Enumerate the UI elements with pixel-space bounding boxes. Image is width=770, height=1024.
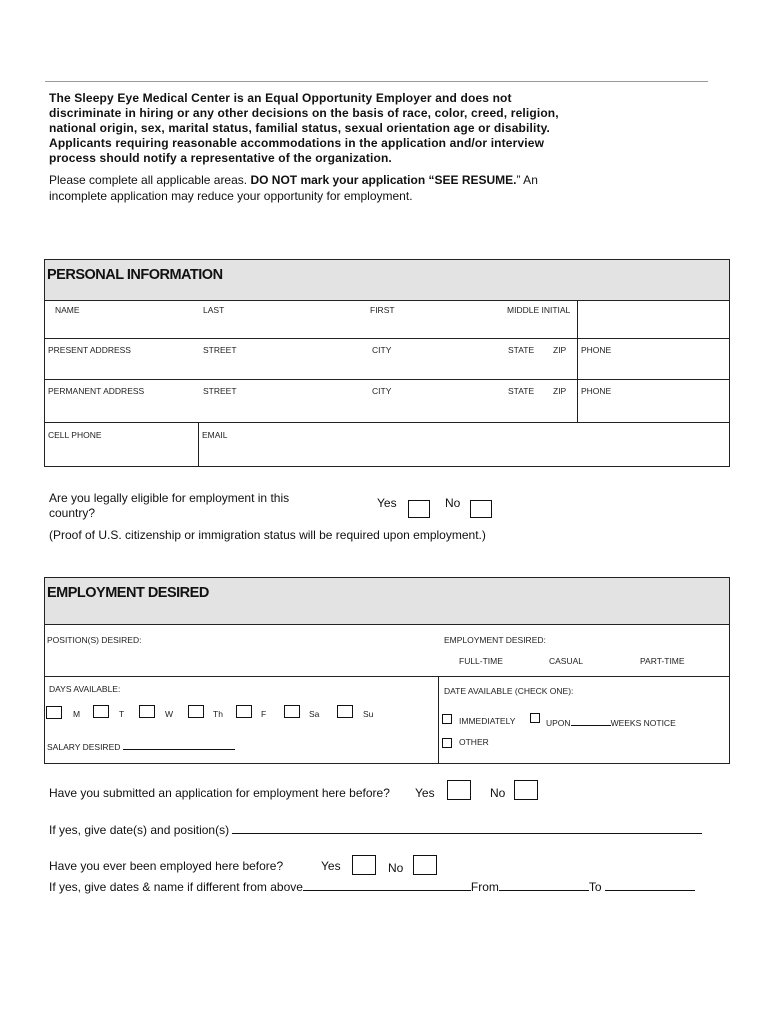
employment-desired-section: [44, 577, 730, 764]
if-yes-names-label: If yes, give dates & name if different from above: [49, 880, 303, 894]
to-line: [605, 879, 695, 891]
upon-label: UPON: [546, 718, 571, 728]
email-label: EMAIL: [202, 430, 228, 440]
from-line: [499, 879, 589, 891]
full-time-option[interactable]: FULL-TIME: [459, 656, 503, 666]
day-label-t: T: [119, 709, 125, 719]
employed-yes-label: Yes: [321, 859, 341, 873]
note-text-2: ” An incomplete application may reduce your opportunity for employment.: [49, 173, 538, 203]
from-label: From: [470, 880, 499, 894]
other-label: OTHER: [459, 737, 489, 747]
zip-label: ZIP: [553, 386, 567, 396]
permanent-address-row[interactable]: [45, 380, 729, 422]
cell-phone-label: CELL PHONE: [48, 430, 102, 440]
eligibility-yes-checkbox[interactable]: [408, 500, 430, 518]
permanent-address-label: PERMANENT ADDRESS: [48, 386, 145, 396]
employed-no-label: No: [388, 861, 404, 875]
divider: [577, 301, 578, 339]
day-checkbox-f[interactable]: [236, 705, 252, 718]
casual-option[interactable]: CASUAL: [549, 656, 584, 666]
if-yes-dates-label: If yes, give date(s) and position(s): [49, 823, 230, 837]
weeks-notice-label: WEEKS NOTICE: [610, 718, 676, 728]
state-label: STATE: [508, 386, 535, 396]
immediately-checkbox[interactable]: [442, 714, 452, 724]
to-label: To: [588, 880, 602, 894]
day-label-su: Su: [363, 709, 374, 719]
day-label-w: W: [165, 709, 174, 719]
employment-desired-label: EMPLOYMENT DESIRED:: [444, 635, 546, 645]
salary-desired-label: SALARY DESIRED: [47, 742, 121, 752]
day-checkbox-w[interactable]: [139, 705, 155, 718]
names-line: [303, 879, 471, 891]
name-label: NAME: [55, 305, 80, 315]
phone-label: PHONE: [581, 345, 612, 355]
upon-checkbox[interactable]: [530, 713, 540, 723]
street-label: STREET: [203, 345, 237, 355]
zip-label: ZIP: [553, 345, 567, 355]
last-label: LAST: [203, 305, 225, 315]
submitted-before-question: Have you submitted an application for employment here before?: [49, 786, 390, 800]
submitted-no-checkbox[interactable]: [514, 780, 538, 800]
state-label: STATE: [508, 345, 535, 355]
divider: [45, 676, 729, 677]
personal-information-section: [44, 259, 730, 467]
city-label: CITY: [372, 345, 392, 355]
divider: [577, 380, 578, 422]
employment-header: [45, 578, 729, 625]
day-label-sa: Sa: [309, 709, 320, 719]
employed-no-checkbox[interactable]: [413, 855, 437, 875]
contact-row[interactable]: [45, 423, 729, 466]
day-label-f: F: [261, 709, 267, 719]
day-checkbox-t[interactable]: [93, 705, 109, 718]
present-address-row[interactable]: [45, 339, 729, 379]
first-label: FIRST: [370, 305, 395, 315]
eeo-statement: The Sleepy Eye Medical Center is an Equal Opportunity Employer and does not discriminate in hiring or any other decisions on the basis of race, color, creed, religion, national origin, sex, marital status, familial status, sexual orientation age or disability. Applicants requiring reasonable accommodations in the application and/or interview process should notify a representative of the organization.: [49, 91, 559, 165]
divider: [438, 676, 439, 763]
upon-weeks-notice[interactable]: [546, 716, 676, 728]
top-rule: [45, 81, 708, 82]
employment-title: EMPLOYMENT DESIRED: [47, 585, 209, 601]
day-label-m: M: [73, 709, 81, 719]
eligibility-no-label: No: [445, 496, 461, 510]
submitted-yes-checkbox[interactable]: [447, 780, 471, 800]
if-yes-dates-field[interactable]: [49, 822, 702, 837]
divider: [577, 339, 578, 379]
immediately-label: IMMEDIATELY: [459, 716, 516, 726]
if-yes-names-field[interactable]: [49, 879, 695, 894]
street-label: STREET: [203, 386, 237, 396]
middle-initial-label: MIDDLE INITIAL: [507, 305, 571, 315]
personal-header: [45, 260, 729, 301]
weeks-line: [571, 716, 611, 726]
city-label: CITY: [372, 386, 392, 396]
present-address-label: PRESENT ADDRESS: [48, 345, 131, 355]
submitted-no-label: No: [490, 786, 506, 800]
other-checkbox[interactable]: [442, 738, 452, 748]
day-checkbox-m[interactable]: [46, 706, 62, 719]
note-text-1: Please complete all applicable areas.: [49, 173, 251, 187]
instructions-note: [49, 173, 549, 204]
eligibility-yes-label: Yes: [377, 496, 397, 510]
employed-before-question: Have you ever been employed here before?: [49, 859, 284, 873]
dates-line: [232, 822, 702, 834]
day-checkbox-th[interactable]: [188, 705, 204, 718]
divider: [198, 423, 199, 466]
note-bold: DO NOT mark your application “SEE RESUME.: [250, 173, 517, 187]
part-time-option[interactable]: PART-TIME: [640, 656, 685, 666]
personal-title: PERSONAL INFORMATION: [47, 267, 223, 283]
day-checkbox-su[interactable]: [337, 705, 353, 718]
days-available-label: DAYS AVAILABLE:: [49, 684, 121, 694]
salary-line: [123, 738, 235, 750]
eligibility-no-checkbox[interactable]: [470, 500, 492, 518]
positions-desired-label: POSITION(S) DESIRED:: [47, 635, 142, 645]
salary-desired[interactable]: [47, 738, 235, 752]
proof-note: (Proof of U.S. citizenship or immigration status will be required upon employment.): [49, 528, 486, 542]
phone-label: PHONE: [581, 386, 612, 396]
name-row[interactable]: [45, 301, 729, 339]
date-available-label: DATE AVAILABLE (CHECK ONE):: [444, 686, 574, 696]
eligibility-question: Are you legally eligible for employment in this country?: [49, 491, 290, 520]
day-label-th: Th: [213, 709, 223, 719]
employed-yes-checkbox[interactable]: [352, 855, 376, 875]
day-checkbox-sa[interactable]: [284, 705, 300, 718]
submitted-yes-label: Yes: [415, 786, 435, 800]
